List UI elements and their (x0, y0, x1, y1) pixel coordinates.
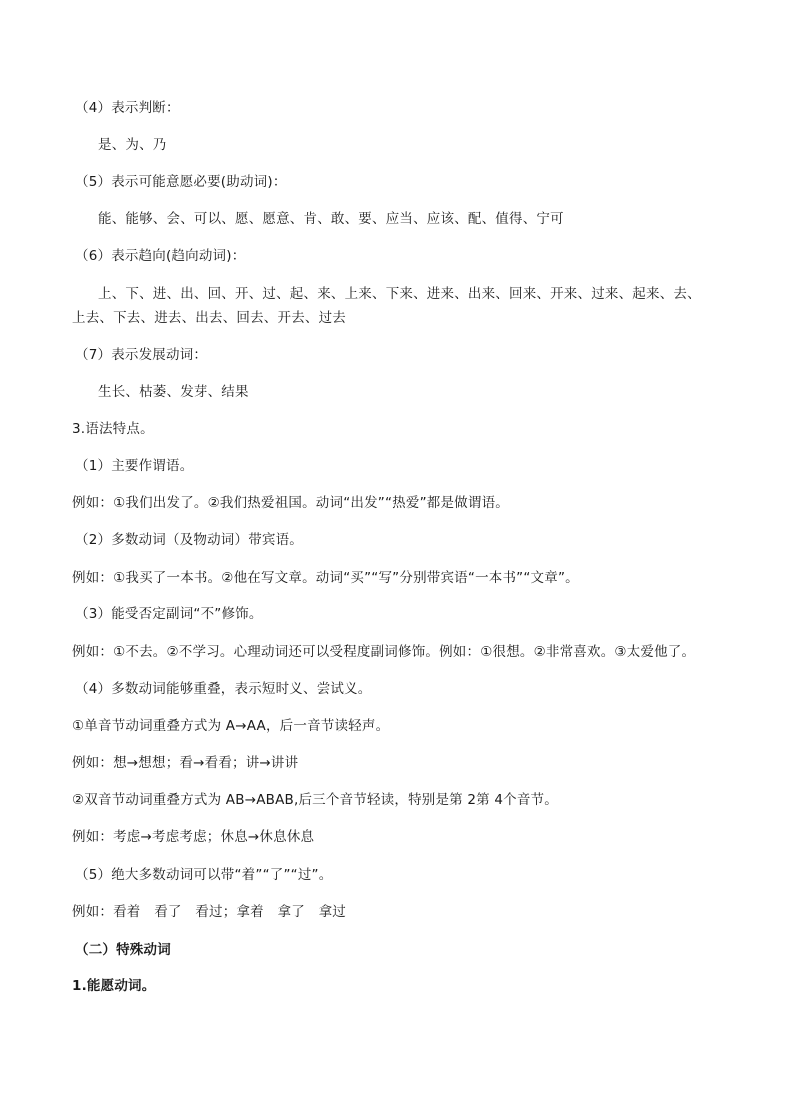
disyllabic-reduplication: ②双音节动词重叠方式为 AB→ABAB,后三个音节轻读，特别是第 2第 4个音节。 (72, 792, 558, 808)
subheading-development-verbs: （7）表示发展动词： (75, 347, 208, 363)
example-words-directional-line2: 上去、下去、进去、出去、回去、开去、过去 (72, 310, 346, 326)
grammar-example-1: 例如：①我们出发了。②我们热爱祖国。动词“出发”“热爱”都是做谓语。 (72, 495, 509, 511)
subheading-judgment: （4）表示判断： (75, 100, 180, 116)
section-heading-grammar: 3.语法特点。 (72, 421, 154, 437)
monosyllabic-reduplication: ①单音节动词重叠方式为 A→AA，后一音节读轻声。 (72, 718, 390, 734)
example-words-modal: 能、能够、会、可以、愿、愿意、肯、敢、要、应当、应该、配、值得、宁可 (98, 211, 564, 227)
grammar-example-2: 例如：①我买了一本书。②他在写文章。动词“买”“写”分别带宾语“一本书”“文章”。 (72, 570, 579, 586)
grammar-point-1: （1）主要作谓语。 (75, 458, 194, 474)
grammar-example-3: 例如：①不去。②不学习。心理动词还可以受程度副词修饰。例如：①很想。②非常喜欢。③太爱他了。 (72, 644, 696, 660)
grammar-point-5: （5）绝大多数动词可以带“着”“了”“过”。 (75, 867, 333, 883)
example-words-judgment: 是、为、乃 (98, 137, 167, 153)
subheading-modal-verbs: （5）表示可能意愿必要(助动词)： (75, 174, 287, 190)
example-words-directional-line1: 上、下、进、出、回、开、过、起、来、上来、下来、进来、出来、回来、开来、过来、起来、去、 (98, 286, 701, 302)
subheading-directional-verbs: （6）表示趋向(趋向动词)： (75, 248, 246, 264)
grammar-example-5: 例如：看着 看了 看过；拿着 拿了 拿过 (72, 904, 346, 920)
grammar-point-4: （4）多数动词能够重叠，表示短时义、尝试义。 (75, 681, 372, 697)
grammar-point-2: （2）多数动词（及物动词）带宾语。 (75, 532, 303, 548)
monosyllabic-example: 例如：想→想想；看→看看；讲→讲讲 (72, 755, 299, 771)
example-words-development: 生长、枯萎、发芽、结果 (98, 384, 249, 400)
disyllabic-example: 例如：考虑→考虑考虑；休息→休息休息 (72, 829, 315, 845)
section-heading-special-verbs: （二）特殊动词 (75, 942, 171, 958)
grammar-point-3: （3）能受否定副词“不”修饰。 (75, 606, 263, 622)
subsection-heading-modal-verbs: 1.能愿动词。 (72, 978, 156, 994)
